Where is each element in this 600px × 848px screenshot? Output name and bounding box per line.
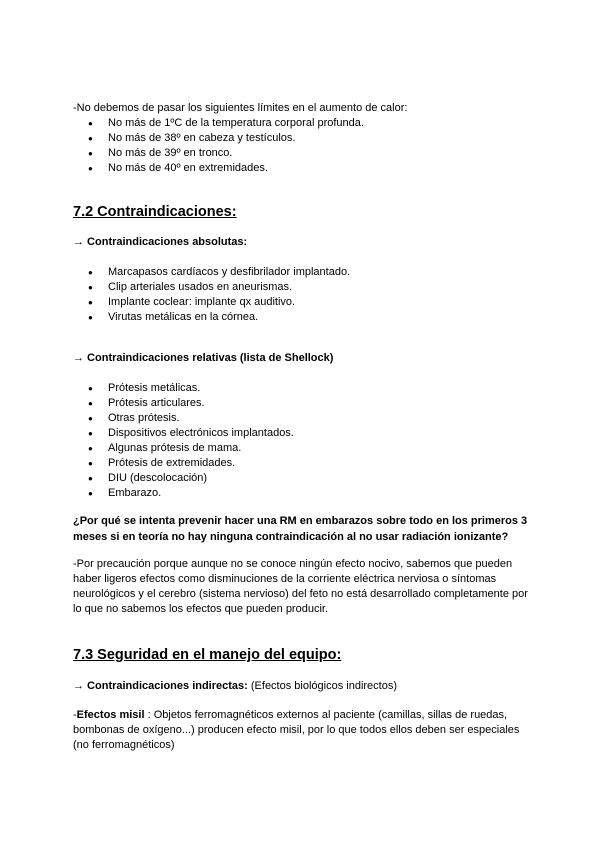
misil-prefix: - xyxy=(73,709,77,721)
misil-text: : Objetos ferromagnéticos externos al paciente (camillas, sillas de ruedas, bombonas de oxígeno...) producen efecto misil, por lo que todos ellos deben ser especiales (no ferromagnéticos) xyxy=(73,709,520,751)
list-item: ● Prótesis articulares. xyxy=(73,396,294,411)
misil-label: Efectos misil xyxy=(76,709,145,721)
list-item: ● Algunas prótesis de mama. xyxy=(73,441,294,456)
relativas-list xyxy=(73,381,294,501)
list-item: ● No más de 38º en cabeza y testículos. xyxy=(73,131,364,146)
list-item: ● DIU (descolocación) xyxy=(73,471,294,486)
section-heading-7-2: 7.2 Contraindicaciones: xyxy=(73,204,237,220)
list-item: ● Virutas metálicas en la córnea. xyxy=(73,310,350,325)
list-item: ● Marcapasos cardíacos y desfibrilador implantado. xyxy=(73,265,350,280)
list-item: ● Prótesis de extremidades. xyxy=(73,456,294,471)
absolutas-heading: → Contraindicaciones absolutas: xyxy=(73,236,248,248)
intro-list xyxy=(73,116,364,176)
indirectas-heading: → Contraindicaciones indirectas: xyxy=(73,680,248,692)
question-text: ¿Por qué se intenta prevenir hacer una RM en embarazos sobre todo en los primeros 3 meses si en teoría no hay ninguna contraindicación al no usar radiación ionizante? xyxy=(73,515,528,543)
relativas-heading: → Contraindicaciones relativas (lista de Shellock) xyxy=(73,352,334,364)
list-item: ● No más de 40º en extremidades. xyxy=(73,161,364,176)
list-item: ● Embarazo. xyxy=(73,486,294,501)
indirectas-note: (Efectos biológicos indirectos) xyxy=(247,680,398,692)
list-item: ● Dispositivos electrónicos implantados. xyxy=(73,426,294,441)
section-heading-7-3: 7.3 Seguridad en el manejo del equipo: xyxy=(73,647,342,663)
list-item: ● Otras prótesis. xyxy=(73,411,294,426)
list-item: ● No más de 1ºC de la temperatura corporal profunda. xyxy=(73,116,364,131)
list-item: ● Prótesis metálicas. xyxy=(73,381,294,396)
misil-paragraph xyxy=(73,708,533,753)
intro-text: -No debemos de pasar los siguientes límites en el aumento de calor: xyxy=(73,102,408,114)
indirectas-line xyxy=(73,679,397,694)
list-item: ● No más de 39º en tronco. xyxy=(73,146,364,161)
list-item: ● Clip arteriales usados en aneurismas. xyxy=(73,280,350,295)
list-item: ● Implante coclear: implante qx auditivo. xyxy=(73,295,350,310)
absolutas-list xyxy=(73,265,350,325)
answer-paragraph: -Por precaución porque aunque no se conoce ningún efecto nocivo, sabemos que pueden haber ligeros efectos como disminuciones de la corriente eléctrica nerviosa o síntomas neurológicos y el cerebro (sistema nervioso) del feto no está desarrollado completamente por lo que no sabemos los efectos que pueden producir. xyxy=(73,558,528,615)
